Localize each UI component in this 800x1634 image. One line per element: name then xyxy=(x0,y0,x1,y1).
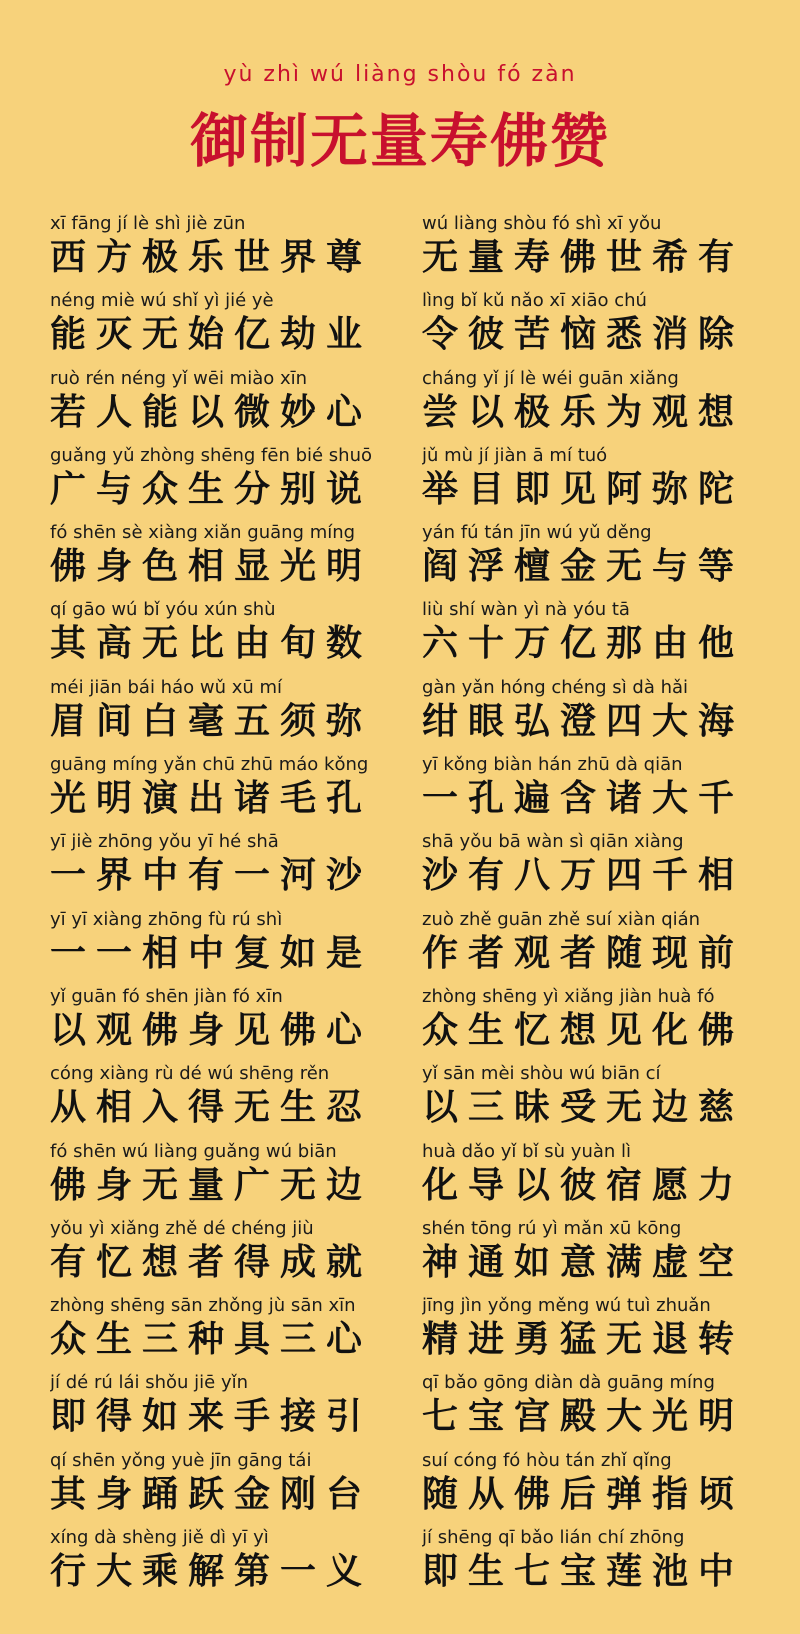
verse-pinyin: cháng yǐ jí lè wéi guān xiǎng xyxy=(422,367,679,389)
verse-row xyxy=(0,1217,800,1294)
verse-text: 神通如意满虚空 xyxy=(422,1241,745,1283)
verse-row xyxy=(0,1526,800,1603)
verse-row xyxy=(0,1062,800,1139)
verse-pinyin: yǐ sān mèi shòu wú biān cí xyxy=(422,1063,661,1085)
verse-text: 从相入得无生忍 xyxy=(50,1087,373,1129)
verse-line-right xyxy=(422,444,767,512)
verse-pinyin: gàn yǎn hóng chéng sì dà hǎi xyxy=(422,676,689,698)
verse-pinyin: yī kǒng biàn hán zhū dà qiān xyxy=(422,754,683,776)
verse-row xyxy=(0,1449,800,1526)
verse-text: 精进勇猛无退转 xyxy=(422,1319,745,1361)
verse-text: 能灭无始亿劫业 xyxy=(50,314,373,356)
verse-line-left xyxy=(50,1217,395,1285)
verse-line-right xyxy=(422,753,767,821)
verse-row xyxy=(0,598,800,675)
verse-pinyin: yī yī xiàng zhōng fù rú shì xyxy=(50,908,283,930)
verse-pinyin: méi jiān bái háo wǔ xū mí xyxy=(50,676,283,698)
verse-line-left xyxy=(50,985,395,1053)
verse-row xyxy=(0,212,800,289)
verse-pinyin: ruò rén néng yǐ wēi miào xīn xyxy=(50,367,308,389)
verse-row xyxy=(0,908,800,985)
verse-row xyxy=(0,1294,800,1371)
verse-text: 作者观者随现前 xyxy=(422,932,745,974)
verse-pinyin: cóng xiàng rù dé wú shēng rěn xyxy=(50,1063,330,1085)
verse-text: 一一相中复如是 xyxy=(50,932,373,974)
verse-line-right xyxy=(422,1140,767,1208)
verse-line-right xyxy=(422,212,767,280)
verse-line-left xyxy=(50,289,395,357)
verse-line-right xyxy=(422,908,767,976)
verse-line-left xyxy=(50,1449,395,1517)
verse-row xyxy=(0,1140,800,1217)
verse-text: 广与众生分别说 xyxy=(50,468,373,510)
verse-line-left xyxy=(50,1526,395,1594)
verse-text: 佛身无量广无边 xyxy=(50,1164,373,1206)
verse-pinyin: shén tōng rú yì mǎn xū kōng xyxy=(422,1217,682,1239)
verse-text: 以三昧受无边慈 xyxy=(422,1087,745,1129)
verse-pinyin: yǒu yì xiǎng zhě dé chéng jiù xyxy=(50,1217,314,1239)
verse-pinyin: jīng jìn yǒng měng wú tuì zhuǎn xyxy=(422,1295,711,1317)
verse-list xyxy=(0,212,800,1603)
verse-text: 六十万亿那由他 xyxy=(422,623,745,665)
verse-pinyin: yī jiè zhōng yǒu yī hé shā xyxy=(50,831,279,853)
verse-text: 众生三种具三心 xyxy=(50,1319,373,1361)
verse-row xyxy=(0,289,800,366)
verse-text: 若人能以微妙心 xyxy=(50,391,373,433)
verse-pinyin: liù shí wàn yì nà yóu tā xyxy=(422,599,630,621)
verse-text: 佛身色相显光明 xyxy=(50,546,373,588)
verse-pinyin: fó shēn wú liàng guǎng wú biān xyxy=(50,1140,337,1162)
verse-text: 无量寿佛世希有 xyxy=(422,237,745,278)
verse-text: 阎浮檀金无与等 xyxy=(422,546,745,588)
verse-text: 其高无比由旬数 xyxy=(50,623,373,665)
title-pinyin: yù zhì wú liàng shòu fó zàn xyxy=(223,62,577,87)
verse-pinyin: jǔ mù jí jiàn ā mí tuó xyxy=(422,444,608,466)
verse-pinyin: qí gāo wú bǐ yóu xún shù xyxy=(50,599,276,621)
verse-text: 沙有八万四千相 xyxy=(422,855,745,897)
verse-line-left xyxy=(50,676,395,744)
verse-line-left xyxy=(50,908,395,976)
verse-pinyin: qī bǎo gōng diàn dà guāng míng xyxy=(422,1372,715,1394)
verse-row xyxy=(0,521,800,598)
verse-text: 西方极乐世界尊 xyxy=(50,237,373,278)
verse-line-left xyxy=(50,444,395,512)
verse-text: 行大乘解第一义 xyxy=(50,1551,373,1593)
verse-line-left xyxy=(50,753,395,821)
verse-line-left xyxy=(50,830,395,898)
verse-line-left xyxy=(50,212,395,280)
verse-row xyxy=(0,367,800,444)
verse-line-right xyxy=(422,521,767,589)
verse-text: 光明演出诸毛孔 xyxy=(50,778,373,820)
verse-pinyin: yán fú tán jīn wú yǔ děng xyxy=(422,522,652,544)
verse-pinyin: qí shēn yǒng yuè jīn gāng tái xyxy=(50,1449,312,1471)
verse-line-left xyxy=(50,1294,395,1362)
verse-text: 即生七宝莲池中 xyxy=(422,1551,745,1593)
verse-pinyin: fó shēn sè xiàng xiǎn guāng míng xyxy=(50,522,356,544)
verse-line-left xyxy=(50,1371,395,1439)
verse-pinyin: guǎng yǔ zhòng shēng fēn bié shuō xyxy=(50,444,373,466)
verse-line-right xyxy=(422,367,767,435)
verse-line-right xyxy=(422,1449,767,1517)
verse-row xyxy=(0,444,800,521)
verse-pinyin: huà dǎo yǐ bǐ sù yuàn lì xyxy=(422,1140,632,1162)
verse-text: 众生忆想见化佛 xyxy=(422,1009,745,1051)
verse-line-left xyxy=(50,367,395,435)
verse-text: 令彼苦恼悉消除 xyxy=(422,314,745,356)
verse-pinyin: zhòng shēng yì xiǎng jiàn huà fó xyxy=(422,985,715,1007)
verse-text: 眉间白毫五须弥 xyxy=(50,700,373,742)
verse-row xyxy=(0,1371,800,1448)
verse-line-right xyxy=(422,1371,767,1439)
verse-text: 绀眼弘澄四大海 xyxy=(422,700,745,742)
verse-text: 一界中有一河沙 xyxy=(50,855,373,897)
verse-line-right xyxy=(422,676,767,744)
verse-pinyin: suí cóng fó hòu tán zhǐ qǐng xyxy=(422,1449,672,1471)
verse-pinyin: zhòng shēng sān zhǒng jù sān xīn xyxy=(50,1295,356,1317)
verse-text: 以观佛身见佛心 xyxy=(50,1009,373,1051)
verse-row xyxy=(0,676,800,753)
verse-text: 七宝宫殿大光明 xyxy=(422,1396,745,1438)
verse-text: 其身踊跃金刚台 xyxy=(50,1473,373,1515)
verse-line-right xyxy=(422,1062,767,1130)
verse-line-left xyxy=(50,521,395,589)
verse-text: 举目即见阿弥陀 xyxy=(422,468,745,510)
verse-text: 尝以极乐为观想 xyxy=(422,391,745,433)
verse-pinyin: zuò zhě guān zhě suí xiàn qián xyxy=(422,908,701,930)
verse-pinyin: guāng míng yǎn chū zhū máo kǒng xyxy=(50,754,369,776)
verse-line-left xyxy=(50,1140,395,1208)
verse-line-right xyxy=(422,1294,767,1362)
verse-row xyxy=(0,753,800,830)
verse-line-right xyxy=(422,830,767,898)
verse-text: 有忆想者得成就 xyxy=(50,1241,373,1283)
verse-pinyin: jí shēng qī bǎo lián chí zhōng xyxy=(422,1527,685,1549)
page-title: 御制无量寿佛赞 xyxy=(189,107,610,175)
verse-line-right xyxy=(422,598,767,666)
verse-line-left xyxy=(50,598,395,666)
verse-text: 即得如来手接引 xyxy=(50,1396,373,1438)
verse-pinyin: wú liàng shòu fó shì xī yǒu xyxy=(422,213,662,234)
verse-pinyin: shā yǒu bā wàn sì qiān xiàng xyxy=(422,831,684,853)
verse-line-right xyxy=(422,985,767,1053)
verse-pinyin: néng miè wú shǐ yì jié yè xyxy=(50,290,274,312)
verse-pinyin: yǐ guān fó shēn jiàn fó xīn xyxy=(50,985,283,1007)
verse-text: 一孔遍含诸大千 xyxy=(422,778,745,820)
verse-pinyin: lìng bǐ kǔ nǎo xī xiāo chú xyxy=(422,290,647,312)
verse-line-left xyxy=(50,1062,395,1130)
verse-row xyxy=(0,985,800,1062)
verse-pinyin: xī fāng jí lè shì jiè zūn xyxy=(50,213,246,234)
verse-text: 随从佛后弹指顷 xyxy=(422,1473,745,1515)
verse-line-right xyxy=(422,1217,767,1285)
verse-line-right xyxy=(422,289,767,357)
verse-row xyxy=(0,830,800,907)
verse-pinyin: jí dé rú lái shǒu jiē yǐn xyxy=(50,1372,249,1394)
verse-text: 化导以彼宿愿力 xyxy=(422,1164,745,1206)
verse-pinyin: xíng dà shèng jiě dì yī yì xyxy=(50,1527,269,1549)
verse-line-right xyxy=(422,1526,767,1594)
